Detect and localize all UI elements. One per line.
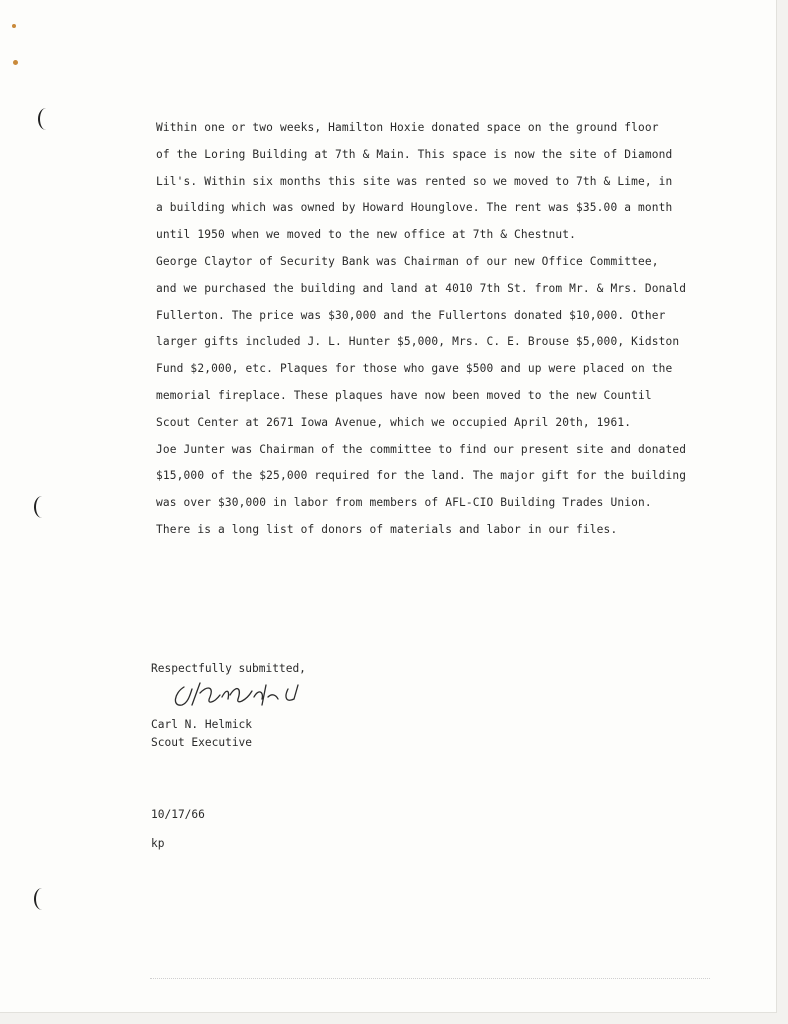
body-line: George Claytor of Security Bank was Chairman of our new Office Committee, bbox=[156, 254, 659, 268]
letter-body bbox=[156, 115, 756, 544]
signer-title: Scout Executive bbox=[151, 736, 253, 749]
letter-date: 10/17/66 bbox=[151, 808, 205, 821]
signer-name: Carl N. Helmick bbox=[151, 718, 253, 731]
body-line: a building which was owned by Howard Hounglove. The rent was $35.00 a month bbox=[156, 201, 673, 215]
body-line: until 1950 when we moved to the new office at 7th & Chestnut. bbox=[156, 228, 577, 242]
body-line: There is a long list of donors of materials and labor in our files. bbox=[156, 522, 618, 536]
bottom-edge-marks bbox=[150, 978, 710, 980]
body-line: memorial fireplace. These plaques have now been moved to the new Countil bbox=[156, 388, 652, 402]
body-line: Joe Junter was Chairman of the committee to find our present site and donated bbox=[156, 442, 687, 456]
body-line: of the Loring Building at 7th & Main. This space is now the site of Diamond bbox=[156, 147, 673, 161]
body-line: $15,000 of the $25,000 required for the land. The major gift for the building bbox=[156, 469, 687, 483]
punch-hole-mark bbox=[34, 888, 50, 910]
body-line: Fund $2,000, etc. Plaques for those who gave $500 and up were placed on the bbox=[156, 362, 673, 376]
salutation: Respectfully submitted, bbox=[151, 662, 306, 675]
paper-stain bbox=[12, 24, 16, 28]
punch-hole-mark bbox=[34, 496, 50, 518]
body-line: Scout Center at 2671 Iowa Avenue, which we occupied April 20th, 1961. bbox=[156, 415, 632, 429]
body-line: Within one or two weeks, Hamilton Hoxie donated space on the ground floor bbox=[156, 121, 659, 134]
body-line: Lil's. Within six months this site was rented so we moved to 7th & Lime, in bbox=[156, 174, 673, 188]
paper-stain bbox=[13, 60, 18, 65]
body-line: was over $30,000 in labor from members of AFL-CIO Building Trades Union. bbox=[156, 496, 652, 510]
body-line: Fullerton. The price was $30,000 and the Fullertons donated $10,000. Other bbox=[156, 308, 666, 322]
punch-hole-mark bbox=[38, 108, 54, 130]
body-line: and we purchased the building and land at 4010 7th St. from Mr. & Mrs. Donald bbox=[156, 281, 687, 295]
handwritten-signature bbox=[170, 675, 310, 715]
typist-initials: kp bbox=[151, 837, 165, 850]
body-line: larger gifts included J. L. Hunter $5,000, Mrs. C. E. Brouse $5,000, Kidston bbox=[156, 335, 680, 349]
